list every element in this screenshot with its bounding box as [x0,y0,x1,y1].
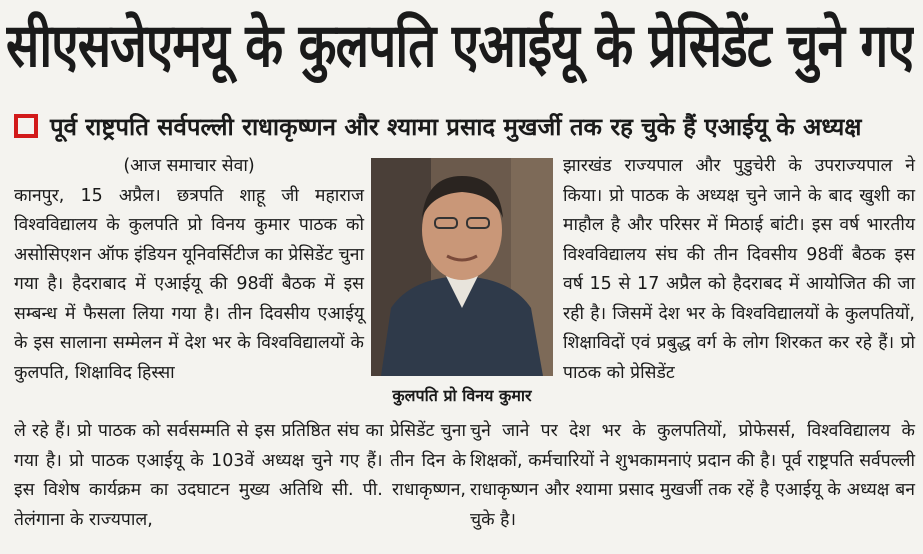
article-column-2 [563,152,915,388]
headline: सीएसजेएमयू के कुलपति एआईयू के प्रेसिडेंट चुने गए [6,11,914,81]
article-paragraph: चुने जाने पर देश भर के कुलपतियों, प्रोफेसर्स, विश्वविद्यालय के शिक्षकों, कर्मचारियों ने शुभकामनाएं प्रदान की है। पूर्व राष्ट्रपति सर्वपल्ली राधाकृष्णन और श्यामा प्रसाद मुखर्जी तक रहें है एआईयू के अध्यक्ष बन चुके है। [470,421,915,530]
article-paragraph: झारखंड राज्यपाल और पुडुचेरी के उपराज्यपाल ने किया। प्रो पाठक के अध्यक्ष चुने जाने के बाद खुशी का माहौल है और परिसर में मिठाई बांटी। इस वर्ष भारतीय विश्वविद्यालय संघ की तीन दिवसीय 98वीं बैठक इस वर्ष 15 से 17 अप्रैल को हैदराबद में आयोजित की जा रही है। जिसमें देश भर के विश्वविद्यालयों के कुलपतियों, शिक्षाविदों एवं प्रबुद्ध वर्ग के लोग शिरकत कर रहे हैं। प्रो पाठक को प्रेसिडेंट [563,156,915,383]
subheadline-text: पूर्व राष्ट्रपति सर्वपल्ली राधाकृष्णन और श्यामा प्रसाद मुखर्जी तक रह चुके हैं एआईयू के अध्यक्ष [50,112,862,141]
article-column-1 [14,152,364,388]
subheadline [14,104,914,148]
byline: (आज समाचार सेवा) [123,156,255,176]
photo-caption: कुलपति प्रो विनय कुमार [392,386,532,405]
square-bullet-icon [14,114,38,138]
article-column-2-continued [470,417,915,535]
article-paragraph: ले रहे हैं। प्रो पाठक को सर्वसम्मति से इस प्रतिष्ठित संघ का प्रेसिडेंट चुना गया है। प्रो पाठक एआईयू के 103वें अध्यक्ष चुने गए हैं। तीन दिन के इस विशेष कार्यक्रम का उदघाटन मुख्य अतिथि सी. पी. राधाकृष्णन, तेलंगाना के राज्यपाल, [14,421,466,530]
portrait-photo [371,158,553,376]
article-paragraph: कानपुर, 15 अप्रैल। छत्रपति शाहू जी महाराज विश्वविद्यालय के कुलपति प्रो विनय कुमार पाठक को असोसिएशन ऑफ इंडियन यूनिवर्सिटीज का प्रेसिडेंट चुना गया है। हैदराबाद में एआईयू की 98वीं बैठक में इस सम्बन्ध में फैसला लिया गया है। तीन दिवसीय एआईयू के इस सालाना सम्मेलन में देश भर के विश्वविद्यालयों के कुलपति, शिक्षाविद हिस्सा [14,185,364,383]
article-column-1-continued [14,417,466,535]
